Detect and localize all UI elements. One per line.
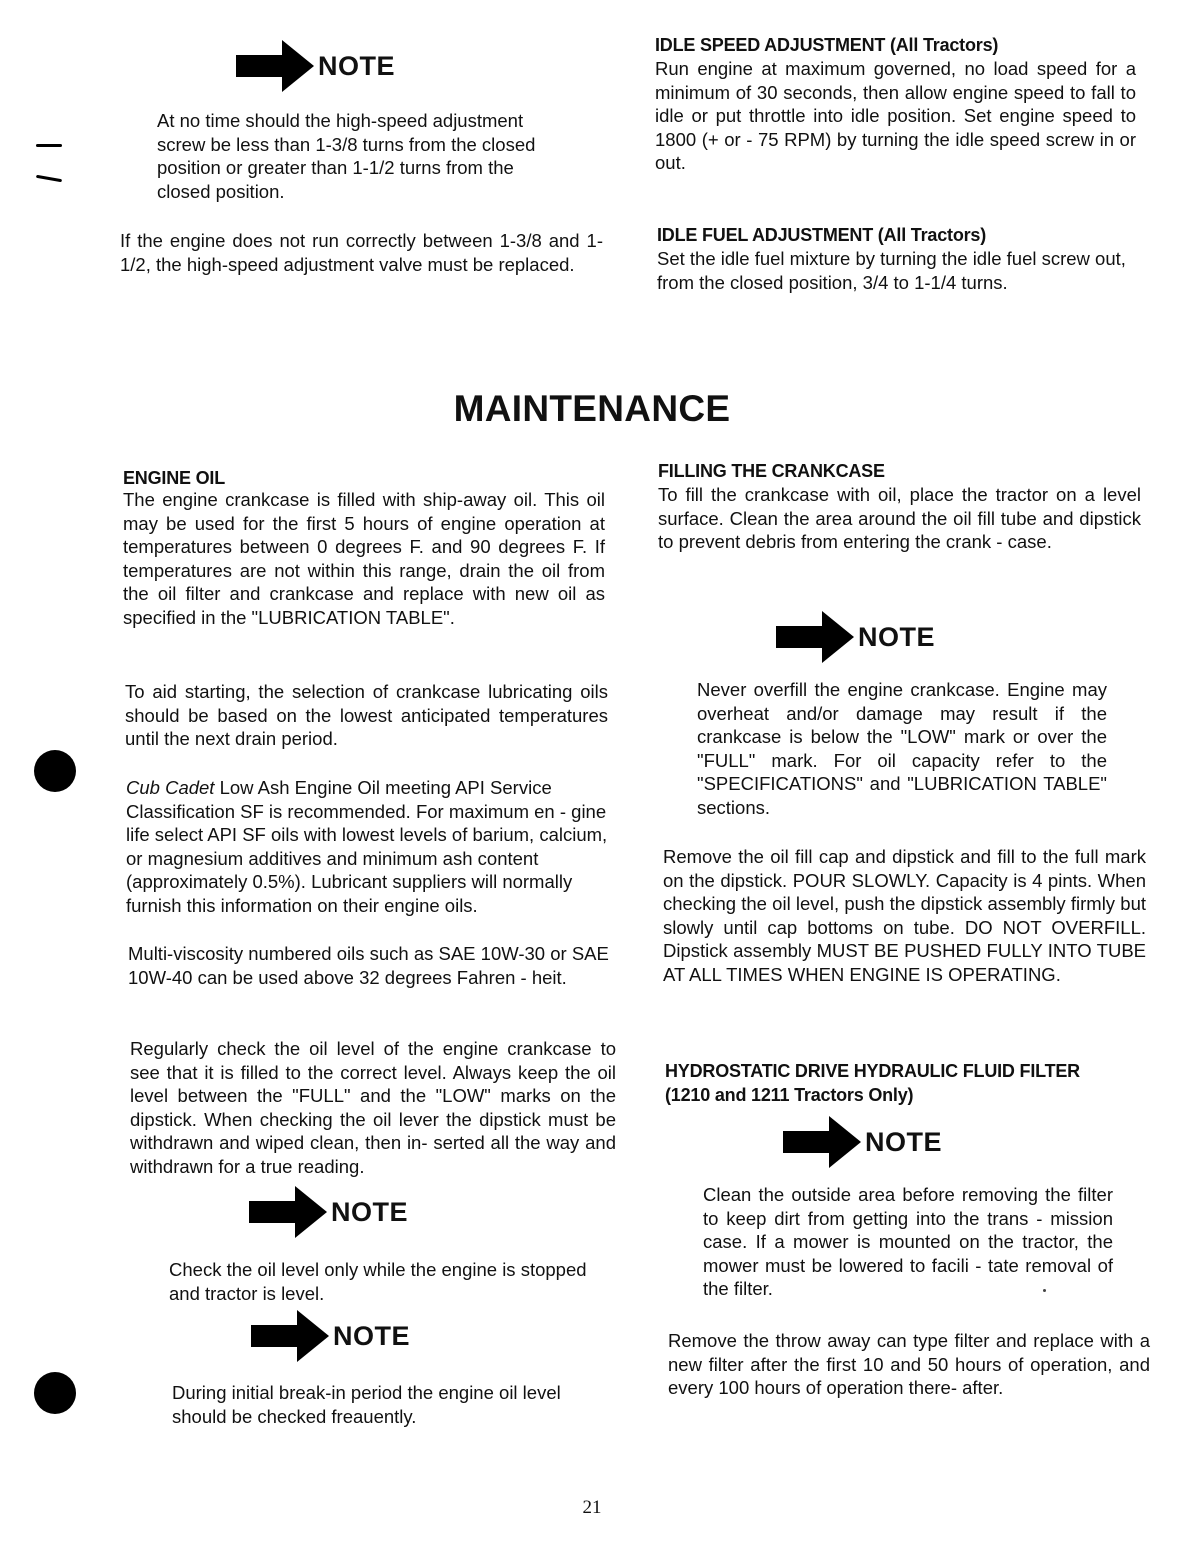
binder-hole bbox=[34, 750, 76, 792]
note-label: NOTE bbox=[865, 1126, 943, 1157]
paragraph: Run engine at maximum governed, no load speed for a minimum of 30 seconds, then allow engine speed to fall to idle or put throttle into idle position. Set engine speed to 1800 (+ or - 75 RPM) by turning the idle speed screw in or out. bbox=[655, 58, 1136, 174]
brand-name: Cub Cadet bbox=[126, 777, 215, 798]
paragraph: The engine crankcase is filled with ship-away oil. This oil may be used for the first 5 hours of engine operation at temperatures between 0 degrees F. and 90 degrees F. If temperatures are not within this range, drain the oil from the oil filter and crankcase and replace with new oil as specified in the "LUBRICATION TABLE". bbox=[123, 489, 605, 628]
arrow-right-icon bbox=[236, 40, 316, 92]
note-text: During initial break-in period the engine oil level should be checked freauently. bbox=[172, 1382, 561, 1427]
paragraph: Multi-viscosity numbered oils such as SAE 10W-30 or SAE 10W-40 can be used above 32 degrees Fahren - heit. bbox=[128, 943, 609, 988]
paragraph bbox=[126, 776, 612, 918]
binding-mark bbox=[36, 175, 62, 182]
arrow-right-icon bbox=[783, 1116, 863, 1168]
section-heading: FILLING THE CRANKCASE bbox=[658, 461, 885, 481]
paragraph: If the engine does not run correctly between 1-3/8 and 1-1/2, the high-speed adjustment valve must be replaced. bbox=[120, 230, 603, 275]
note-callout bbox=[776, 611, 935, 663]
section-heading: IDLE SPEED ADJUSTMENT (All Tractors) bbox=[655, 35, 999, 55]
note-callout bbox=[251, 1310, 410, 1362]
note-text: At no time should the high-speed adjustment screw be less than 1-3/8 turns from the closed position or greater than 1-1/2 turns from the closed position. bbox=[157, 110, 536, 202]
section-heading: ENGINE OIL bbox=[123, 468, 226, 488]
scan-speck bbox=[1043, 1289, 1046, 1292]
paragraph-text: Low Ash Engine Oil meeting API Service Classification SF is recommended. For maximum en - gine life select API SF oils with lowest levels of barium, calcium, or magnesium additives and minimum ash content (approximately 0.5%). Lubricant suppliers will normally furnish this information on their engine oils. bbox=[126, 777, 608, 916]
note-text: Never overfill the engine crankcase. Engine may overheat and/or damage may result if the crankcase is below the "LOW" mark or over the "FULL" mark. For oil capacity refer to the "SPECIFICATIONS" and "LUBRICATION TABLE" sections. bbox=[697, 679, 1107, 818]
page-title: MAINTENANCE bbox=[453, 388, 731, 429]
note-text: Clean the outside area before removing the filter to keep dirt from getting into the trans - mission case. If a mower is mounted on the tractor, the mower must be lowered to facili - tate removal of the filter. bbox=[703, 1184, 1113, 1300]
paragraph: Set the idle fuel mixture by turning the idle fuel screw out, from the closed position, 3/4 to 1-1/4 turns. bbox=[657, 248, 1126, 293]
paragraph: Remove the oil fill cap and dipstick and fill to the full mark on the dipstick. POUR SLOWLY. Capacity is 4 pints. When checking the oil level, push the dipstick assembly firmly but slowly until cap bottoms on tube. DO NOT OVERFILL. Dipstick assembly MUST BE PUSHED FULLY INTO TUBE AT ALL TIMES WHEN ENGINE IS OPERATING. bbox=[663, 846, 1146, 985]
paragraph: To fill the crankcase with oil, place the tractor on a level surface. Clean the area around the oil fill tube and dipstick to prevent debris from entering the crank - case. bbox=[658, 484, 1141, 553]
paragraph: Regularly check the oil level of the engine crankcase to see that it is filled to the correct level. Always keep the oil level between the "FULL" and the "LOW" marks on the dipstick. When checking the oil lever the dipstick must be withdrawn and wiped clean, then in- serted all the way and withdrawn for a true reading. bbox=[130, 1038, 616, 1177]
note-callout bbox=[783, 1116, 942, 1168]
note-label: NOTE bbox=[333, 1320, 411, 1351]
note-callout bbox=[236, 40, 395, 92]
note-label: NOTE bbox=[318, 50, 396, 81]
paragraph: To aid starting, the selection of crankcase lubricating oils should be based on the lowest anticipated temperatures until the next drain period. bbox=[125, 681, 608, 750]
binding-mark bbox=[36, 144, 62, 147]
section-subheading: (1210 and 1211 Tractors Only) bbox=[665, 1085, 914, 1105]
note-label: NOTE bbox=[331, 1196, 409, 1227]
note-callout bbox=[249, 1186, 408, 1238]
arrow-right-icon bbox=[251, 1310, 331, 1362]
binder-hole bbox=[34, 1372, 76, 1414]
note-label: NOTE bbox=[858, 621, 936, 652]
arrow-right-icon bbox=[249, 1186, 329, 1238]
paragraph: Remove the throw away can type filter and replace with a new filter after the first 10 and 50 hours of operation, and every 100 hours of operation there- after. bbox=[668, 1330, 1150, 1399]
arrow-right-icon bbox=[776, 611, 856, 663]
section-heading: HYDROSTATIC DRIVE HYDRAULIC FLUID FILTER bbox=[665, 1061, 1080, 1081]
section-heading: IDLE FUEL ADJUSTMENT (All Tractors) bbox=[657, 225, 987, 245]
note-text: Check the oil level only while the engine is stopped and tractor is level. bbox=[169, 1259, 587, 1304]
page-number: 21 bbox=[582, 1497, 602, 1518]
